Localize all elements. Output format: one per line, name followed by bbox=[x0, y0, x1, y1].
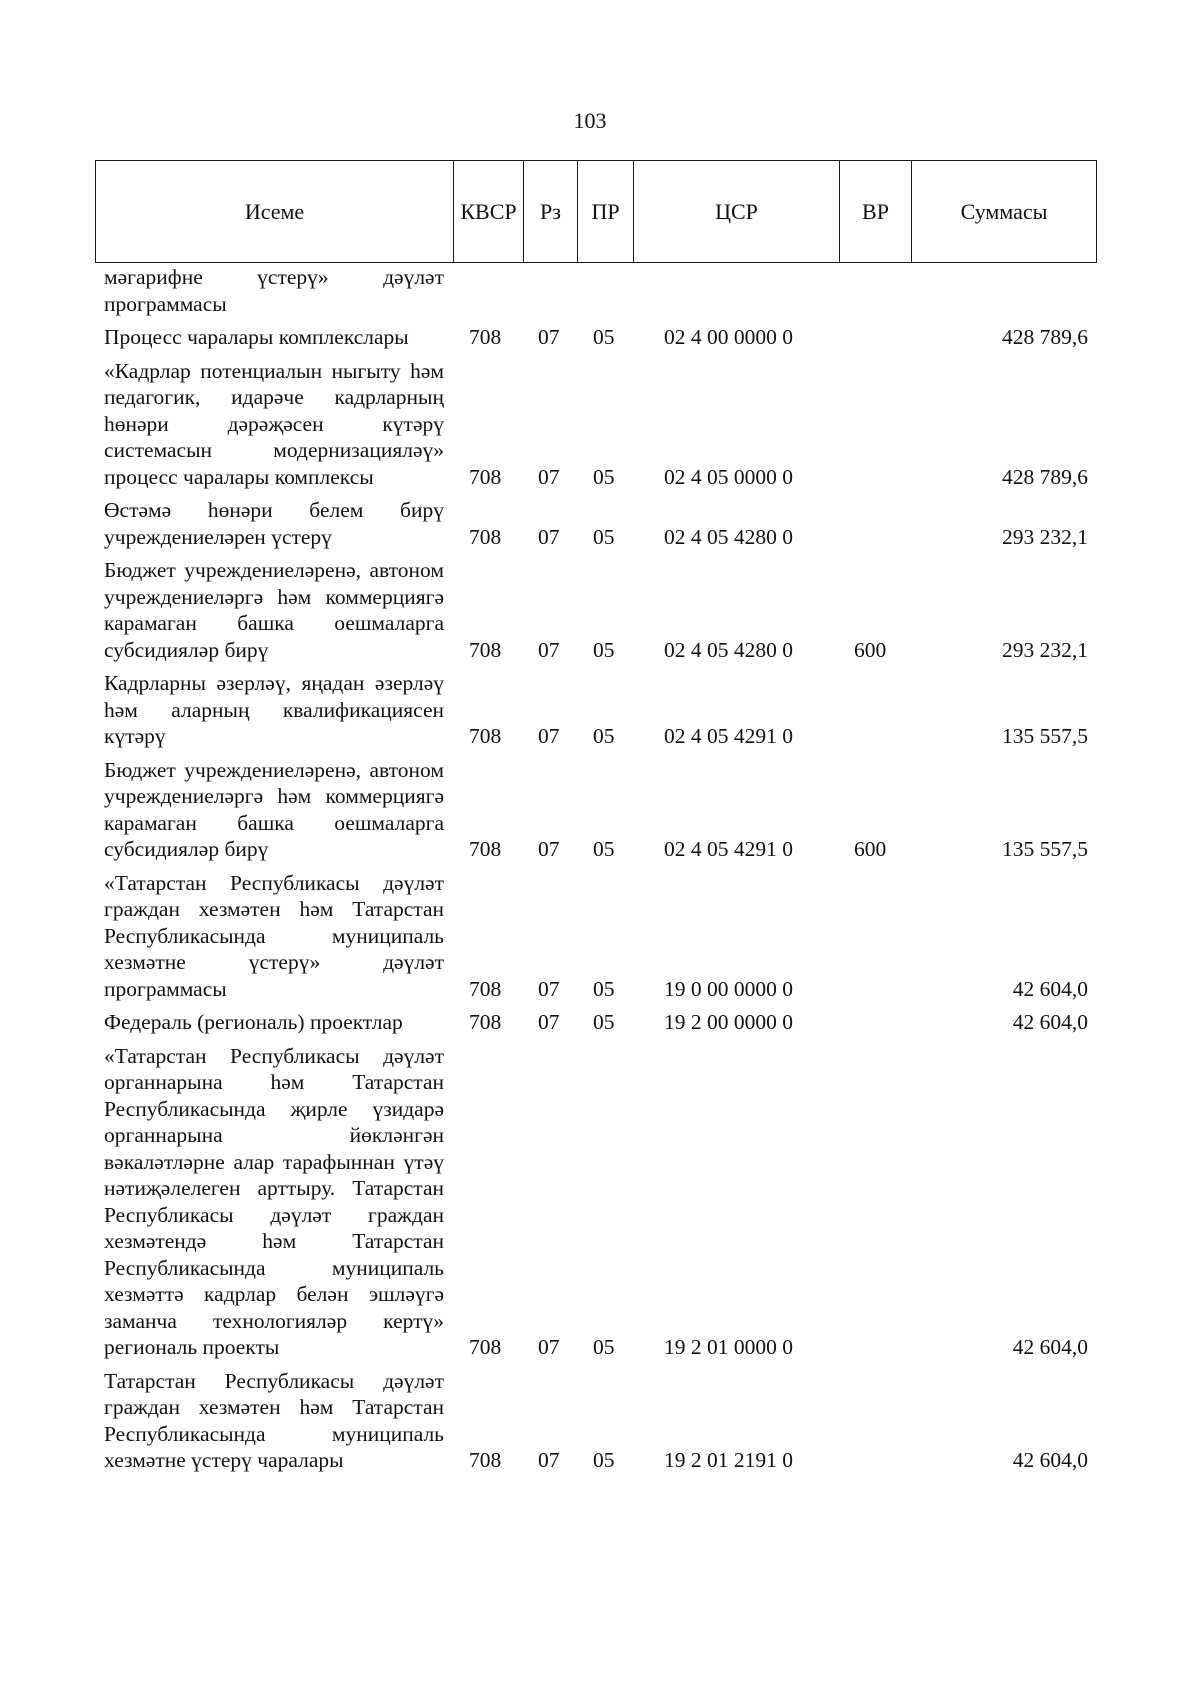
row-rz: 07 bbox=[538, 524, 560, 549]
row-kvsr: 708 bbox=[469, 637, 502, 662]
row-pr: 05 bbox=[593, 1448, 615, 1472]
table-row bbox=[0, 358, 1200, 491]
header-rz: Рз bbox=[524, 161, 578, 262]
row-kvsr: 708 bbox=[469, 464, 502, 489]
table-header bbox=[95, 160, 1097, 263]
row-name: Бюджет учреждениеләренә, автоном учреждениеләргә һәм коммерциягә карамаган башка оешмаларга субсидияләр бирү bbox=[104, 757, 444, 861]
row-rz: 07 bbox=[538, 1448, 560, 1472]
row-csr: 19 2 01 0000 0 bbox=[664, 1335, 793, 1359]
row-sum: 135 557,5 bbox=[1002, 724, 1088, 748]
row-rz: 07 bbox=[538, 724, 560, 748]
row-pr: 05 bbox=[593, 637, 615, 662]
row-kvsr: 708 bbox=[469, 976, 502, 1001]
row-name: «Кадрлар потенциалын ныгыту һәм педагогик, идарәче кадрларның һөнәри дәрәҗәсен күтәрү системасын модернизацияләү» процесс чаралары комплексы bbox=[104, 358, 444, 489]
table-row bbox=[0, 264, 1200, 317]
header-kvsr: КВСР bbox=[454, 161, 524, 262]
row-name: Татарстан Республикасы дәүләт граждан хезмәтен һәм Татарстан Республикасында муниципаль хезмәтне үстерү чаралары bbox=[104, 1368, 444, 1472]
row-rz: 07 bbox=[538, 976, 560, 1001]
header-name: Исеме bbox=[96, 161, 454, 262]
table-row bbox=[0, 757, 1200, 863]
header-pr: ПР bbox=[578, 161, 634, 262]
row-csr: 19 0 00 0000 0 bbox=[664, 976, 793, 1001]
row-kvsr: 708 bbox=[469, 325, 502, 349]
header-vr: ВР bbox=[840, 161, 912, 262]
table-body bbox=[0, 264, 1200, 1481]
row-name: Өстәмә һөнәри белем бирү учреждениеләрен үстерү bbox=[104, 498, 444, 549]
row-csr: 19 2 01 2191 0 bbox=[664, 1448, 793, 1472]
row-kvsr: 708 bbox=[469, 837, 502, 861]
row-csr: 02 4 05 4291 0 bbox=[664, 837, 793, 861]
row-name: Федераль (региональ) проектлар bbox=[104, 1010, 403, 1034]
row-sum: 293 232,1 bbox=[1002, 637, 1088, 662]
row-rz: 07 bbox=[538, 837, 560, 861]
row-vr: 600 bbox=[854, 837, 887, 861]
table-row bbox=[0, 870, 1200, 1003]
page-number: 103 bbox=[573, 108, 607, 133]
table-row bbox=[0, 670, 1200, 750]
table-row bbox=[0, 1043, 1200, 1361]
row-vr: 600 bbox=[854, 637, 887, 662]
row-kvsr: 708 bbox=[469, 1448, 502, 1472]
row-rz: 07 bbox=[538, 1335, 560, 1359]
row-name: Кадрларны әзерләү, яңадан әзерләү һәм аларның квалификациясен күтәрү bbox=[104, 671, 444, 748]
table-row bbox=[0, 497, 1200, 550]
row-name: «Татарстан Республикасы дәүләт граждан хезмәтен һәм Татарстан Республикасында муниципаль хезмәтне үстерү» дәүләт программасы bbox=[104, 870, 444, 1001]
row-kvsr: 708 bbox=[469, 1335, 502, 1359]
row-kvsr: 708 bbox=[469, 524, 502, 549]
header-sum: Суммасы bbox=[960, 198, 1048, 224]
row-name: «Татарстан Республикасы дәүләт органнарына һәм Татарстан Республикасында җирле үзидарә органнарына йөкләнгән вәкаләтләрне алар тарафыннан үтәү нәтиҗәлелеген арттыру. Татарстан Республикасы дәүләт граждан хезмәтендә һәм Татарстан Республикасында муниципаль хезмәттә кадрлар белән эшләүгә заманча технологияләр кертү» региональ проекты bbox=[104, 1043, 444, 1359]
row-sum: 428 789,6 bbox=[1002, 325, 1088, 349]
row-name: Бюджет учреждениеләренә, автоном учреждениеләргә һәм коммерциягә карамаган башка оешмаларга субсидияләр бирү bbox=[104, 558, 444, 662]
row-rz: 07 bbox=[538, 637, 560, 662]
row-csr: 19 2 00 0000 0 bbox=[664, 1010, 793, 1034]
row-kvsr: 708 bbox=[469, 1010, 502, 1034]
row-pr: 05 bbox=[593, 976, 615, 1001]
table-row bbox=[0, 1368, 1200, 1474]
row-rz: 07 bbox=[538, 325, 560, 349]
row-csr: 02 4 05 4291 0 bbox=[664, 724, 793, 748]
row-pr: 05 bbox=[593, 464, 615, 489]
row-pr: 05 bbox=[593, 724, 615, 748]
row-name: мәгарифне үстерү» дәүләт программасы bbox=[104, 265, 444, 316]
header-csr: ЦСР bbox=[634, 161, 840, 262]
row-kvsr: 708 bbox=[469, 724, 502, 748]
table-row bbox=[0, 1009, 1200, 1036]
row-csr: 02 4 00 0000 0 bbox=[664, 325, 793, 349]
row-pr: 05 bbox=[593, 1335, 615, 1359]
row-sum: 42 604,0 bbox=[1012, 1335, 1088, 1359]
row-pr: 05 bbox=[593, 1010, 615, 1034]
row-rz: 07 bbox=[538, 464, 560, 489]
row-rz: 07 bbox=[538, 1010, 560, 1034]
row-csr: 02 4 05 4280 0 bbox=[664, 524, 793, 549]
table-row bbox=[0, 324, 1200, 351]
row-csr: 02 4 05 0000 0 bbox=[664, 464, 793, 489]
row-name: Процесс чаралары комплекслары bbox=[104, 325, 409, 349]
row-sum: 42 604,0 bbox=[1012, 976, 1088, 1001]
row-sum: 428 789,6 bbox=[1002, 464, 1088, 489]
row-pr: 05 bbox=[593, 524, 615, 549]
row-sum: 293 232,1 bbox=[1002, 524, 1088, 549]
row-csr: 02 4 05 4280 0 bbox=[664, 637, 793, 662]
table-row bbox=[0, 557, 1200, 663]
row-pr: 05 bbox=[593, 325, 615, 349]
row-sum: 42 604,0 bbox=[1012, 1010, 1088, 1034]
row-sum: 135 557,5 bbox=[1002, 837, 1088, 861]
row-pr: 05 bbox=[593, 837, 615, 861]
row-sum: 42 604,0 bbox=[1012, 1448, 1088, 1472]
